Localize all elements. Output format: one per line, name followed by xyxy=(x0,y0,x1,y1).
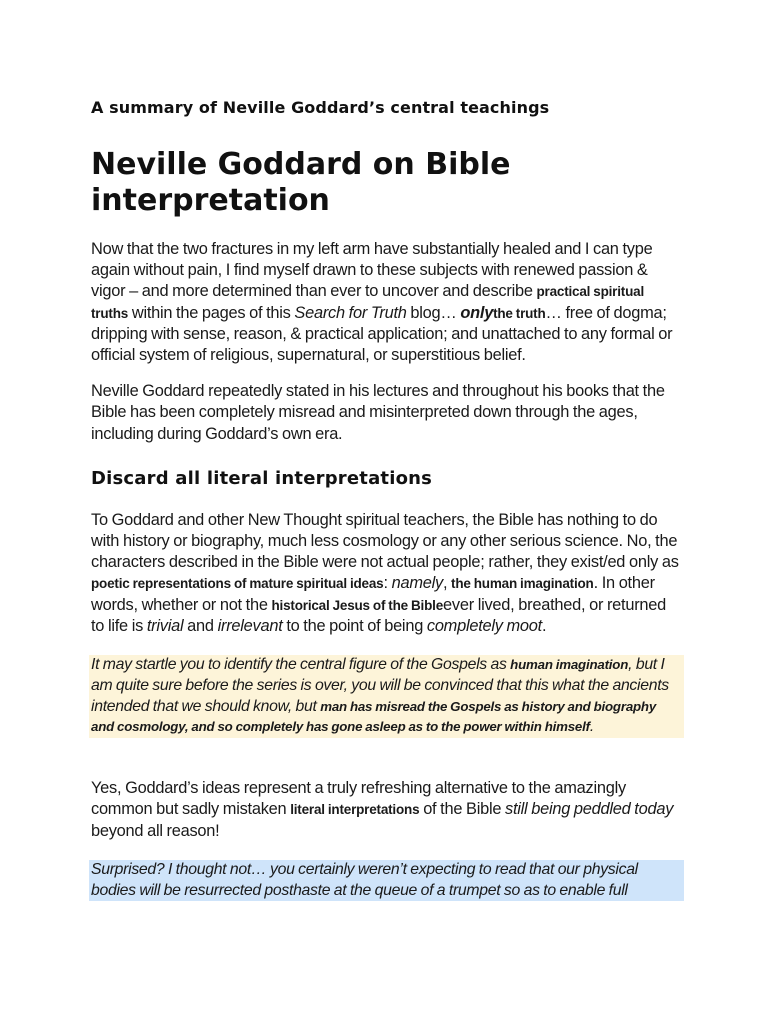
emphasis-namely: namely xyxy=(391,574,443,593)
emphasis-poetic: poetic representations of mature spiritual ideas xyxy=(91,576,384,592)
text-run: beyond all reason! xyxy=(91,821,220,840)
literal-paragraph xyxy=(91,510,681,637)
text-run: Now that the two fractures in my left arm have substantially healed and I can type again without pain, I find myself drawn to these subjects with renewed passion & vigor – and more determined than ever to uncover and describe xyxy=(91,240,653,301)
emphasis-irrelevant: irrelevant xyxy=(217,616,283,635)
text-run: blog… xyxy=(406,303,461,322)
text-run: ever lived, breathed, or returned to life is xyxy=(91,595,667,635)
text-run: … free of dogma; dripping with sense, reason, & practical application; and unattached to any formal or official system of religious, supernatural, or superstitious belief. xyxy=(91,303,673,365)
text-run: to the point of being xyxy=(282,616,427,635)
emphasis-human-imagination-quote: human imagination xyxy=(510,657,629,673)
emphasis-human-imagination: the human imagination xyxy=(451,576,594,592)
text-run: , xyxy=(442,574,452,593)
article-subtitle: A summary of Neville Goddard’s central teachings xyxy=(91,98,550,117)
blog-name: Search for Truth xyxy=(294,303,407,322)
text-run: of the Bible xyxy=(419,800,506,819)
emphasis-the-truth: the truth xyxy=(493,305,546,321)
intro-paragraph xyxy=(91,239,681,366)
text-run: . In other words, whether or not the xyxy=(91,574,655,614)
text-run: . xyxy=(541,616,547,635)
article-title: Neville Goddard on Bible interpretation xyxy=(91,147,511,218)
emphasis-still-peddled: still being peddled today xyxy=(505,800,674,819)
quote-block-yellow xyxy=(89,655,684,738)
emphasis-trivial: trivial xyxy=(146,616,184,635)
goddard-paragraph: Neville Goddard repeatedly stated in his lectures and throughout his books that the Bible has been completely misread and misinterpreted down through the ages, including during Goddard’s own era. xyxy=(91,382,665,443)
text-run: : xyxy=(383,574,392,593)
text-run: . xyxy=(589,718,594,736)
emphasis-misread-gospels: man has misread the Gospels as history and biography and cosmology, and so completely has gone asleep as to the power within himself xyxy=(91,698,657,735)
emphasis-literal-interpretations: literal interpretations xyxy=(290,802,420,818)
text-run: and xyxy=(183,616,218,635)
emphasis-only: only xyxy=(460,303,494,322)
emphasis-practical-truths: practical spiritual truths xyxy=(91,284,644,321)
alternative-paragraph xyxy=(91,778,681,842)
text-run: within the pages of this xyxy=(128,303,295,322)
text-run: Yes, Goddard’s ideas represent a truly refreshing alternative to the amazingly common but sadly mistaken xyxy=(91,779,626,819)
text-run: To Goddard and other New Thought spiritual teachers, the Bible has nothing to do with history or biography, much less cosmology or any other serious science. No, the characters described in the Bible were not actual people; rather, they exist/ed only as xyxy=(91,510,679,572)
emphasis-moot: completely moot xyxy=(426,616,542,635)
section-heading: Discard all literal interpretations xyxy=(91,467,433,489)
article-body xyxy=(91,96,681,901)
emphasis-historical-jesus: historical Jesus of the Bible xyxy=(271,597,444,613)
text-run: It may startle you to identify the central figure of the Gospels as xyxy=(91,656,511,674)
quote-block-blue: Surprised? I thought not… you certainly weren’t expecting to read that our physical bodies will be resurrected posthaste at the queue of a trumpet so as to enable full xyxy=(89,860,684,902)
text-run: , but I am quite sure before the series is over, you will be convinced that this what the ancients intended that we should know, but xyxy=(91,656,669,715)
